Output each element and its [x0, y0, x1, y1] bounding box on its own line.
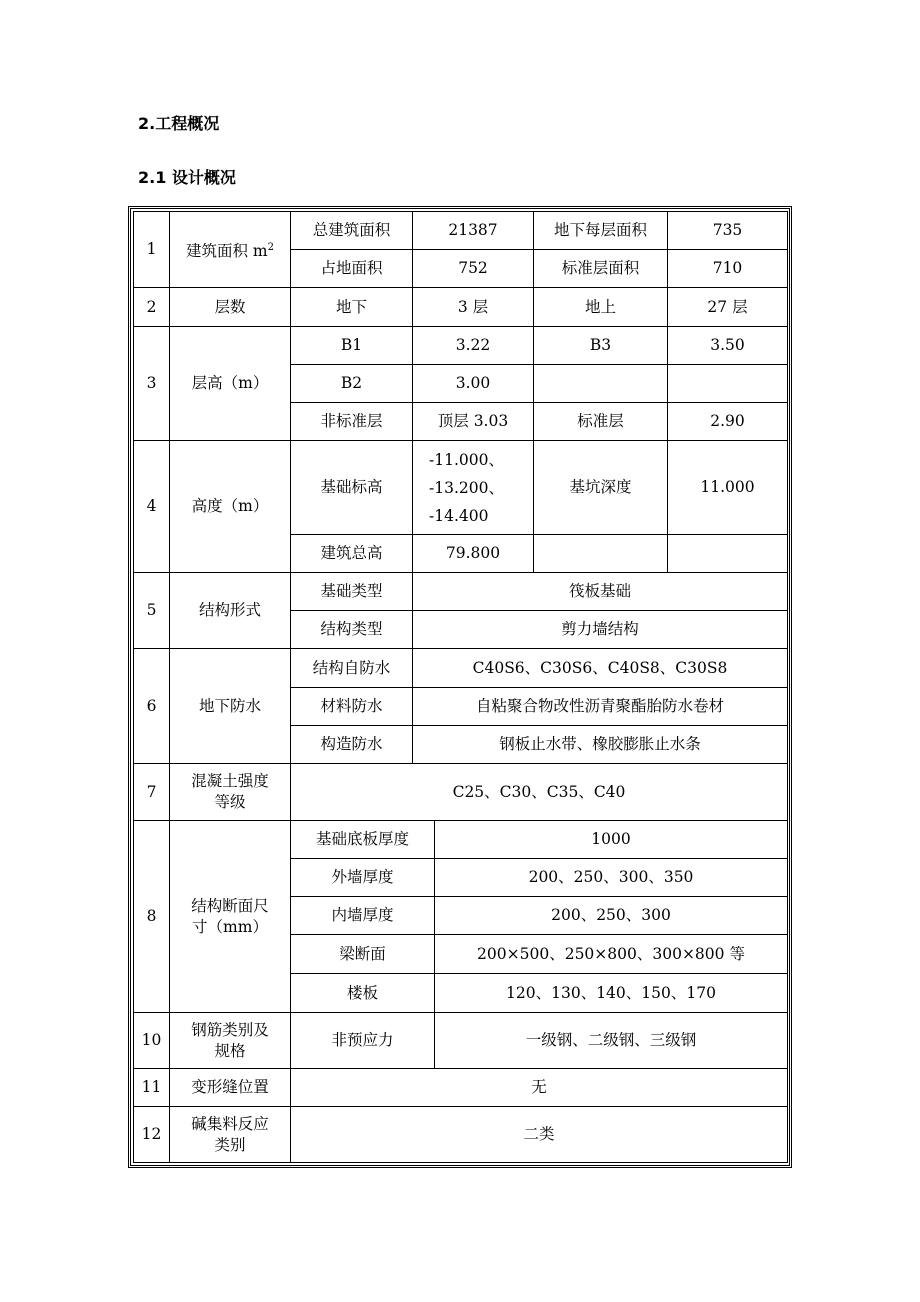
item-label: 外墙厚度: [291, 859, 435, 897]
item-label: 非标准层: [291, 403, 413, 441]
empty-cell: [534, 535, 668, 573]
item-label: 构造防水: [291, 726, 413, 764]
row-label: 层高（m）: [170, 327, 291, 441]
item-label: 占地面积: [291, 250, 413, 288]
item-label: 基础类型: [291, 573, 413, 611]
row-number: 10: [134, 1013, 170, 1069]
item-value: 21387: [413, 212, 534, 250]
row-number: 3: [134, 327, 170, 441]
item-value: 752: [413, 250, 534, 288]
row-label: 结构形式: [170, 573, 291, 649]
item-label: 标准层: [534, 403, 668, 441]
item-value: 2.90: [668, 403, 788, 441]
subsection-heading: 2.1 设计概况: [138, 168, 236, 187]
item-label: 建筑总高: [291, 535, 413, 573]
table-row: [134, 327, 788, 365]
item-value: 钢板止水带、橡胶膨胀止水条: [413, 726, 788, 764]
item-label: 基坑深度: [534, 441, 668, 535]
elevation-value: -14.400: [429, 506, 489, 525]
row-label: 变形缝位置: [170, 1069, 291, 1107]
row-number: 2: [134, 288, 170, 327]
row-label: 碱集料反应 类别: [170, 1107, 291, 1163]
row-number: 7: [134, 764, 170, 821]
item-value: 200、250、300、350: [435, 859, 788, 897]
table-row: [134, 1107, 788, 1163]
item-value: 无: [291, 1069, 788, 1107]
row-label: 地下防水: [170, 649, 291, 764]
row-number: 8: [134, 821, 170, 1013]
item-label: 结构类型: [291, 611, 413, 649]
item-label: 总建筑面积: [291, 212, 413, 250]
table-row: [134, 649, 788, 688]
item-value: 3 层: [413, 288, 534, 327]
table-row: [134, 288, 788, 327]
row-number: 5: [134, 573, 170, 649]
item-value: 3.22: [413, 327, 534, 365]
table-row: [134, 212, 788, 250]
item-label: 地下: [291, 288, 413, 327]
item-label: 结构自防水: [291, 649, 413, 688]
empty-cell: [668, 535, 788, 573]
item-label: 基础底板厚度: [291, 821, 435, 859]
item-value: 3.00: [413, 365, 534, 403]
item-value: 27 层: [668, 288, 788, 327]
row-label: 钢筋类别及 规格: [170, 1013, 291, 1069]
empty-cell: [534, 365, 668, 403]
item-label: 非预应力: [291, 1013, 435, 1069]
superscript: 2: [267, 242, 274, 253]
item-value: 79.800: [413, 535, 534, 573]
item-label: B3: [534, 327, 668, 365]
item-label: 内墙厚度: [291, 897, 435, 935]
item-label: B2: [291, 365, 413, 403]
item-value: 735: [668, 212, 788, 250]
item-label: B1: [291, 327, 413, 365]
item-value: [413, 441, 534, 535]
item-value: 11.000: [668, 441, 788, 535]
item-label: 材料防水: [291, 688, 413, 726]
item-value: 筏板基础: [413, 573, 788, 611]
item-value: C25、C30、C35、C40: [291, 764, 788, 821]
table-row: [134, 573, 788, 611]
elevation-value: -13.200、: [429, 478, 504, 497]
item-label: 梁断面: [291, 935, 435, 974]
empty-cell: [668, 365, 788, 403]
row-number: 6: [134, 649, 170, 764]
elevation-value: -11.000、: [429, 450, 504, 469]
row-number: 4: [134, 441, 170, 573]
item-label: 地上: [534, 288, 668, 327]
item-value: 120、130、140、150、170: [435, 974, 788, 1013]
table-row: [134, 1069, 788, 1107]
table-row: [134, 441, 788, 535]
item-value: 二类: [291, 1107, 788, 1163]
item-value: 200×500、250×800、300×800 等: [435, 935, 788, 974]
item-value: 剪力墙结构: [413, 611, 788, 649]
row-label: 建筑面积 $m^2$: [170, 212, 291, 288]
item-value: 顶层 3.03: [413, 403, 534, 441]
item-value: 710: [668, 250, 788, 288]
row-label: 结构断面尺 寸（mm）: [170, 821, 291, 1013]
row-label: 高度（m）: [170, 441, 291, 573]
item-label: 楼板: [291, 974, 435, 1013]
table-row: [134, 1013, 788, 1069]
table-row: [134, 764, 788, 821]
design-overview-table: [133, 211, 788, 1163]
row-number: 1: [134, 212, 170, 288]
table-row: [134, 821, 788, 859]
row-label: 混凝土强度 等级: [170, 764, 291, 821]
item-value: C40S6、C30S6、C40S8、C30S8: [413, 649, 788, 688]
item-value: 自粘聚合物改性沥青聚酯胎防水卷材: [413, 688, 788, 726]
item-label: 地下每层面积: [534, 212, 668, 250]
item-label: 标准层面积: [534, 250, 668, 288]
section-heading: 2.工程概况: [138, 114, 220, 133]
item-value: 一级钢、二级钢、三级钢: [435, 1013, 788, 1069]
row-number: 11: [134, 1069, 170, 1107]
item-value: 3.50: [668, 327, 788, 365]
item-value: 200、250、300: [435, 897, 788, 935]
row-number: 12: [134, 1107, 170, 1163]
row-label: 层数: [170, 288, 291, 327]
item-label: 基础标高: [291, 441, 413, 535]
item-value: 1000: [435, 821, 788, 859]
design-overview-table-frame: [128, 206, 792, 1168]
